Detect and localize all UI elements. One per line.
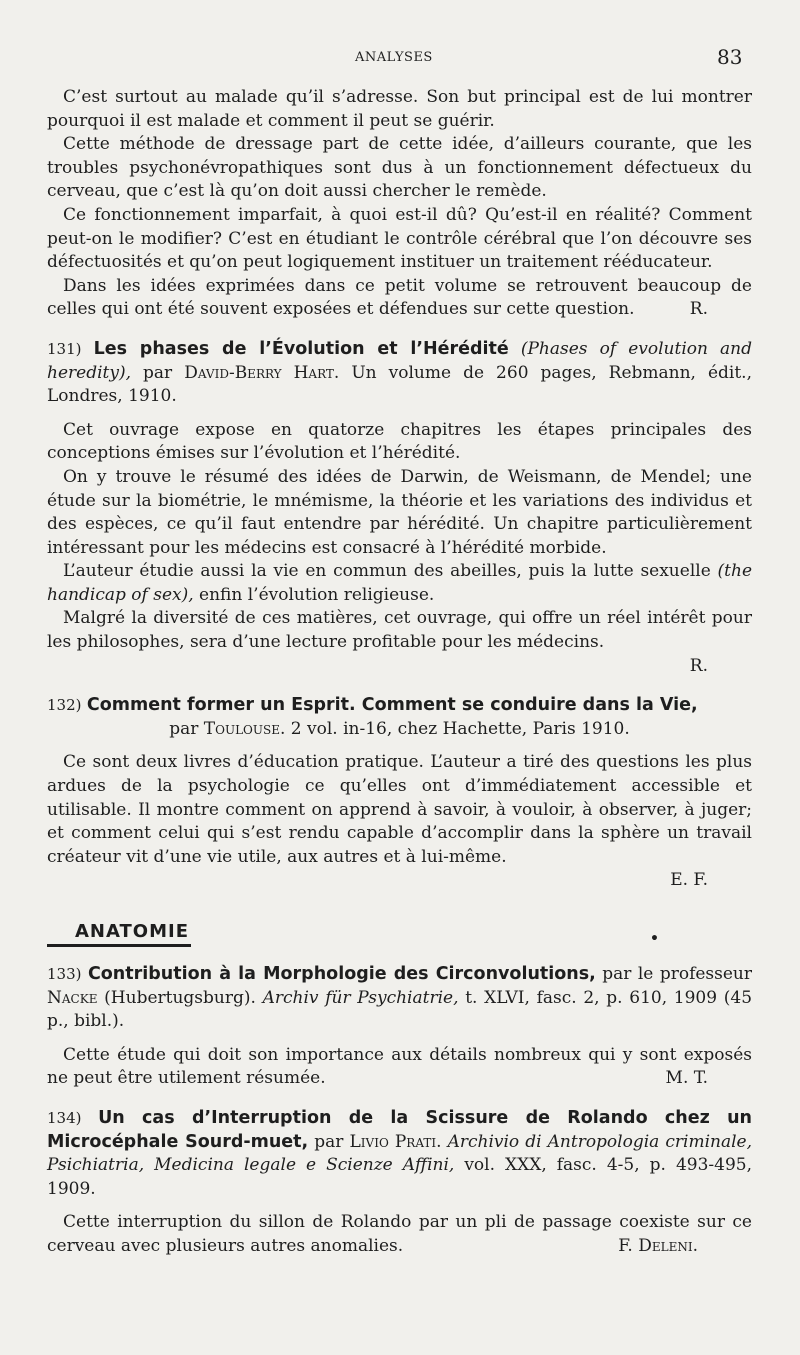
page-content <box>47 86 752 1259</box>
reviewer-signature: R. <box>689 299 708 320</box>
entry-par: par <box>169 718 199 739</box>
entry-heading: 134) Un cas d’Interruption de la Scissure de Rolando chez un Microcéphale Sourd-muet, par Livio Prati. Archivio di Antropologia criminale, Psichiatria, Medicina legale e Scienze Affini, vol. XXX, fasc. 4-5, p. 493-495, 1909. <box>47 1107 752 1199</box>
paragraph: Ce fonctionnement imparfait, à quoi est-il dû? Qu’est-il en réalité? Comment peut-on le modifier? C’est en étudiant le contrôle cérébral que l’on découvre ses défectuosités et qu’on peut logiquement instituer un traitement rééducateur. <box>47 204 752 273</box>
entry-133 <box>47 963 752 1091</box>
entry-author: Toulouse <box>203 718 280 739</box>
bullet-icon: • <box>650 931 660 947</box>
entry-title: Un cas d’Interruption de la Scissure de Rolando chez un Microcéphale Sourd-muet, <box>47 1107 752 1152</box>
paragraph <box>47 560 752 607</box>
entry-title: Comment former un Esprit. Comment se conduire dans la Vie, <box>86 695 698 716</box>
entry-heading <box>47 338 752 409</box>
entry-author: Livio Prati <box>349 1131 437 1152</box>
entry-132 <box>47 694 752 893</box>
paragraph-text: enfin l’évolution religieuse. <box>199 584 435 605</box>
section-title: ANATOMIE <box>47 921 191 947</box>
running-header: ANALYSES <box>355 50 433 65</box>
entry-title: Contribution à la Morphologie des Circonvolutions, <box>87 964 596 984</box>
paragraph: C’est surtout au malade qu’il s’adresse. Son but principal est de lui montrer pourquoi il est malade et comment il peut se guérir. <box>47 87 752 131</box>
page-number: 83 <box>717 45 743 69</box>
entry-number: 132) <box>47 696 82 715</box>
paragraph-text: Cette étude qui doit son importance aux détails nombreux qui y sont exposés ne peut être utilement résumée. <box>47 1044 752 1089</box>
entry-number: 133) <box>47 965 82 983</box>
paragraph-with-signature <box>47 1044 752 1091</box>
paragraph: Cet ouvrage expose en quatorze chapitres les étapes principales des conceptions émises sur l’évolution et l’hérédité. <box>47 419 752 464</box>
paragraph-text: L’auteur étudie aussi la vie en commun des abeilles, puis la lutte sexuelle <box>63 561 711 582</box>
section-heading <box>47 921 752 947</box>
entry-number: 131) <box>47 339 82 358</box>
entry-details: vol. XXX, fasc. 4-5, p. 493-495, 1909. <box>47 1155 752 1199</box>
paragraph-text: Dans les idées exprimées dans ce petit volume se retrouvent beaucoup de celles qui ont été souvent exposées et défendues sur cette question. <box>47 275 752 320</box>
paragraph-with-signature <box>47 1211 752 1258</box>
entry-journal: Archivio di Antropologia criminale, Psichiatria, Medicina legale e Scienze Affini, <box>47 1131 752 1176</box>
reviewer-signature: E. F. <box>670 870 708 891</box>
paragraph: Ce sont deux livres d’éducation pratique. L’auteur a tiré des questions les plus ardues de la psychologie ce qu’elles ont d’immédiatement accessible et utilisable. Il montre comment on apprend à savoir, à vouloir, à observer, à juger; et comment celui qui s’est rendu capable d’accomplir dans la sphère un travail créateur vit d’une vie utile, aux autres et à lui-même. <box>47 752 752 867</box>
entry-par: par le professeur <box>602 964 753 984</box>
entry-journal: Archiv für Psychiatrie, <box>262 987 459 1008</box>
paragraph: Cette méthode de dressage part de cette idée, d’ailleurs courante, que les troubles psychonévropathiques sont dus à un fonctionnement défectueux du cerveau, que c’est là qu’on doit aussi chercher le remède. <box>47 134 752 202</box>
entry-details: t. XLVI, fasc. 2, p. 610, 1909 (45 p., bibl.). <box>47 987 753 1032</box>
entry-title: Les phases de l’Évolution et l’Hérédité <box>93 338 509 359</box>
paragraph-italic: (the handicap of sex), <box>47 561 753 605</box>
entry-author: Nacke <box>47 987 98 1008</box>
paragraph: Malgré la diversité de ces matières, cet ouvrage, qui offre un réel intérêt pour les philosophes, sera d’une lecture profitable pour les médecins. <box>47 608 752 653</box>
paragraph-text: Cette interruption du sillon de Rolando par un pli de passage coexiste sur ce cerveau avec plusieurs autres anomalies. <box>47 1212 752 1256</box>
reviewer-signature: F. Deleni. <box>618 1235 698 1256</box>
entry-affiliation: (Hubertugsburg). <box>104 987 256 1008</box>
intro-review <box>47 86 752 322</box>
entry-131 <box>47 338 752 678</box>
entry-number: 134) <box>47 1108 82 1127</box>
reviewer-signature: R. <box>689 655 708 676</box>
entry-heading <box>47 963 752 1034</box>
entry-par: par <box>143 362 173 383</box>
entry-author: David-Berry Hart <box>184 362 334 383</box>
paragraph: On y trouve le résumé des idées de Darwin, de Weismann, de Mendel; une étude sur la biométrie, le mnémisme, la théorie et les variations des individus et des espèces, ce qu’il faut entendre par hérédité. Un chapitre particulièrement intéressant pour les médecins est consacré à l’hérédité morbide. <box>47 466 752 558</box>
entry-details: . Un volume de 260 pages, Rebmann, édit., Londres, 1910. <box>47 362 752 407</box>
entry-par: par <box>314 1131 344 1152</box>
entry-heading <box>47 694 752 741</box>
entry-translation: (Phases of evolution and heredity), <box>47 338 753 383</box>
paragraph-with-signature <box>47 275 752 322</box>
reviewer-signature: M. T. <box>665 1068 708 1089</box>
entry-details: . 2 vol. in-16, chez Hachette, Paris 1910. <box>280 718 630 739</box>
entry-134 <box>47 1107 752 1259</box>
